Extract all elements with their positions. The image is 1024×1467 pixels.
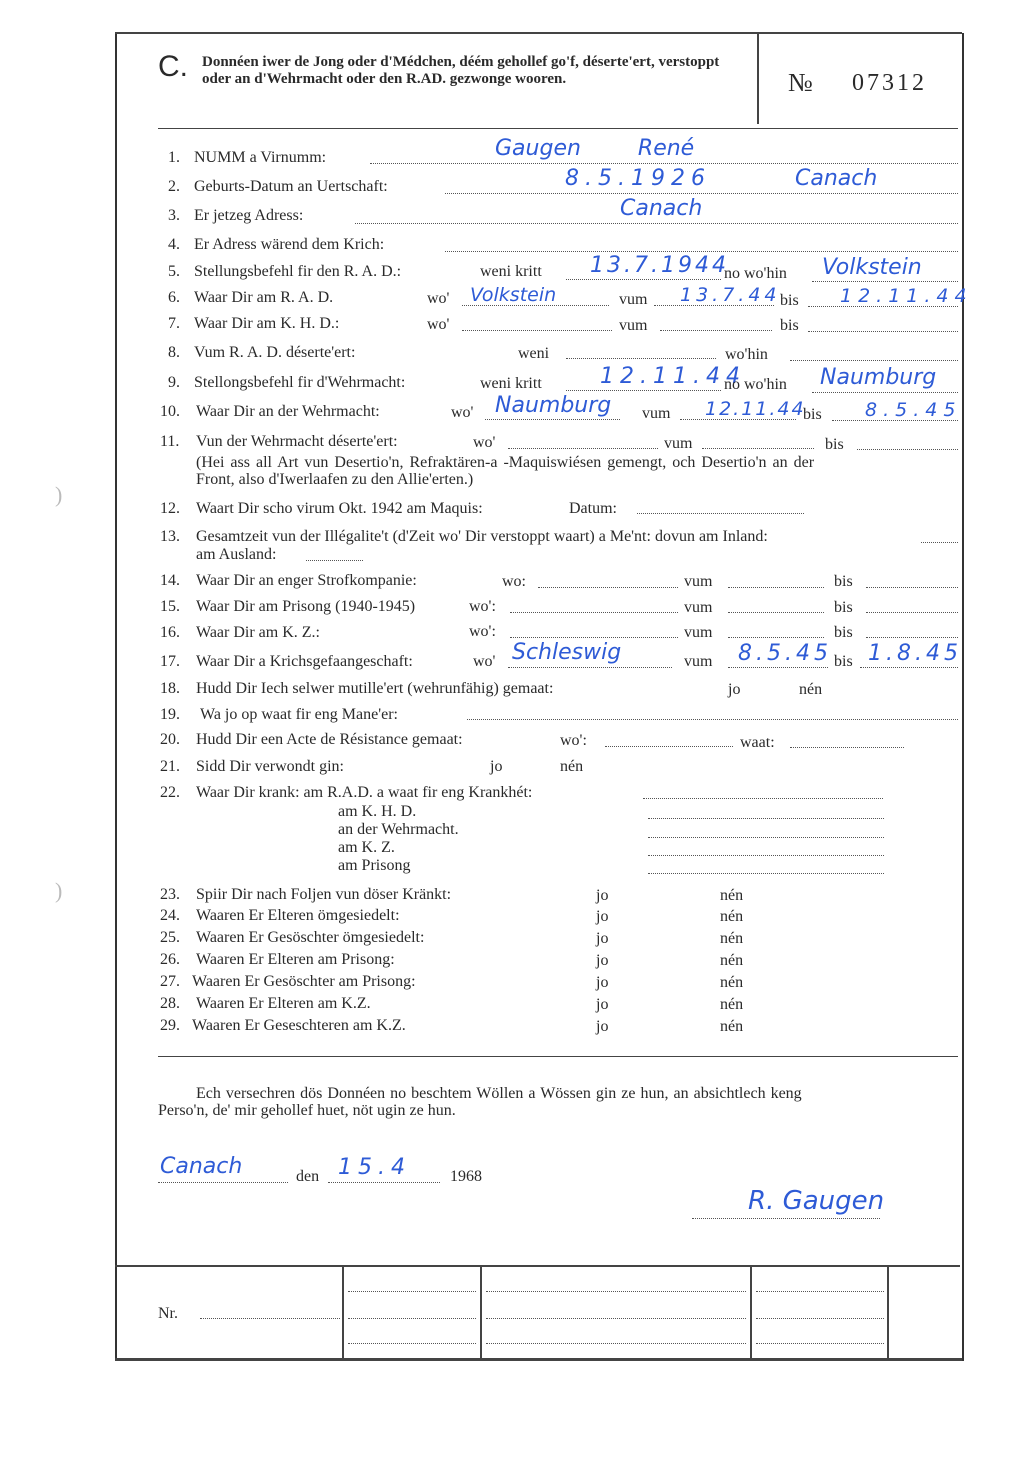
q8-label: Vum R. A. D. déserte'ert: (194, 344, 356, 361)
q24-jo[interactable]: jo (596, 908, 609, 925)
footer-col-2 (480, 1267, 482, 1359)
q14-num: 14. (160, 572, 180, 589)
q18-num: 18. (160, 680, 180, 697)
footer-cell-line[interactable] (486, 1291, 746, 1292)
q27-num: 27. (160, 973, 180, 990)
hw-pow-where: Schleswig (512, 640, 622, 665)
q8-num: 8. (168, 344, 180, 361)
q14-to-field[interactable] (866, 587, 958, 588)
q25-label: Waaren Er Gesöschter ömgesiedelt: (196, 929, 425, 946)
q15-from-field[interactable] (728, 612, 824, 613)
q5-weni: weni kritt (480, 263, 542, 280)
bottom-border (115, 1358, 962, 1361)
hw-wm-from: 12.11.44 (705, 398, 806, 420)
q16-label: Waar Dir am K. Z.: (196, 624, 320, 641)
q17-where-field[interactable] (508, 667, 672, 668)
hw-birth-date: 8.5.1926 (565, 166, 711, 191)
hw-rad-to: 12.11.44 (840, 285, 973, 307)
q16-from-field[interactable] (728, 637, 824, 638)
sign-place-field[interactable] (158, 1182, 288, 1183)
punch-mark: ) (55, 878, 63, 903)
q22-khd-field[interactable] (648, 818, 884, 819)
footer-cell-line[interactable] (756, 1291, 884, 1292)
q14-label: Waar Dir an enger Strofkompanie: (196, 572, 417, 589)
q23-jo[interactable]: jo (596, 887, 609, 904)
q16-vum: vum (684, 624, 713, 641)
hw-wm-order-date: 12.11.44 (600, 364, 746, 389)
q27-label: Waaren Er Gesöschter am Prisong: (192, 973, 416, 990)
q25-num: 25. (160, 929, 180, 946)
q4-label: Er Adress wärend dem Krich: (194, 236, 385, 253)
nr-field[interactable] (200, 1318, 340, 1319)
q9-num: 9. (168, 374, 180, 391)
q29-label: Waaren Er Geseschteren am K.Z. (192, 1017, 406, 1034)
q10-wo: wo' (451, 404, 474, 421)
hw-rad-order-date: 13.7.1944 (590, 253, 729, 278)
q13-num: 13. (160, 528, 180, 545)
hw-birth-place: Canach (795, 166, 878, 191)
footer-col-4 (887, 1267, 889, 1359)
q14-wo: wo: (502, 573, 526, 590)
den-label: den (296, 1168, 320, 1185)
q14-vum: vum (684, 573, 713, 590)
q23-label: Spiir Dir nach Foljen vun döser Kränkt: (196, 886, 452, 903)
q10-label: Waar Dir an der Wehrmacht: (196, 403, 380, 420)
q22-sub-khd: am K. H. D. (338, 803, 417, 820)
q19-field[interactable] (467, 719, 958, 720)
q12-datum: Datum: (569, 500, 617, 517)
q17-num: 17. (160, 653, 180, 670)
q19-num: 19. (160, 706, 180, 723)
q20-where-field[interactable] (605, 746, 733, 747)
q15-num: 15. (160, 598, 180, 615)
q11-vum: vum (664, 435, 693, 452)
q12-num: 12. (160, 500, 180, 517)
top-border (115, 32, 962, 34)
q15-where-field[interactable] (510, 612, 678, 613)
q9-label: Stellongsbefehl fir d'Wehrmacht: (194, 374, 406, 391)
q18-label: Hudd Dir Iech selwer mutille'ert (wehrunfähig) gemaat: (196, 680, 554, 697)
q9-weni: weni kritt (480, 375, 542, 392)
q29-num: 29. (160, 1017, 180, 1034)
header-rule (158, 128, 958, 129)
q22-sub-wehrmacht: an der Wehrmacht. (338, 821, 459, 838)
q21-jo[interactable]: jo (490, 758, 503, 775)
q16-wo: wo': (469, 623, 496, 640)
q20-wo: wo': (560, 732, 587, 749)
q20-num: 20. (160, 731, 180, 748)
hw-rad-from: 13.7.44 (680, 284, 781, 306)
q16-num: 16. (160, 624, 180, 641)
q22-sub-prisong: am Prisong (338, 857, 411, 874)
q21-label: Sidd Dir verwondt gin: (196, 758, 344, 775)
q1-num: 1. (168, 149, 180, 166)
q19-label: Wa jo op waat fir eng Mane'er: (200, 706, 398, 723)
q15-bis: bis (834, 599, 853, 616)
q28-jo[interactable]: jo (596, 996, 609, 1013)
footer-cell-line[interactable] (756, 1318, 884, 1319)
footer-rule (115, 1265, 960, 1267)
q28-num: 28. (160, 995, 180, 1012)
q23-nen[interactable]: nén (720, 887, 744, 904)
q9-date-field[interactable] (566, 390, 721, 391)
q22-field[interactable] (643, 798, 883, 799)
q13-inland-field[interactable] (921, 542, 958, 543)
q22-wehrmacht-field[interactable] (648, 837, 884, 838)
q25-nen[interactable]: nén (720, 930, 744, 947)
q18-nen[interactable]: nén (799, 681, 823, 698)
q10-where-field[interactable] (485, 419, 620, 420)
q1-field[interactable] (370, 163, 958, 164)
declaration-line2: Perso'n, de' mir gehollef huet, nöt ugin ze hun. (158, 1102, 456, 1119)
hw-wm-to: 8.5.45 (865, 399, 962, 421)
q16-where-field[interactable] (510, 637, 678, 638)
hw-pow-from: 8.5.45 (738, 641, 832, 666)
q3-label: Er jetzeg Adress: (194, 207, 304, 224)
q7-num: 7. (168, 315, 180, 332)
q6-wo: wo' (427, 290, 450, 307)
q11-num: 11. (160, 433, 180, 450)
q6-num: 6. (168, 289, 180, 306)
section-letter: C. (158, 50, 188, 83)
hw-address: Canach (620, 196, 703, 221)
nr-label: Nr. (158, 1305, 178, 1322)
q9-nowohin: no wo'hin (724, 376, 787, 393)
q15-vum: vum (684, 599, 713, 616)
q17-vum: vum (684, 653, 713, 670)
q11-from-field[interactable] (702, 448, 814, 449)
q26-nen[interactable]: nén (720, 952, 744, 969)
footer-cell-line[interactable] (486, 1318, 746, 1319)
q4-field[interactable] (445, 251, 958, 252)
q26-jo[interactable]: jo (596, 952, 609, 969)
q21-num: 21. (160, 758, 180, 775)
q1-label: NUMM a Virnumm: (194, 149, 327, 166)
q11-where-field[interactable] (508, 448, 658, 449)
q18-jo[interactable]: jo (728, 681, 741, 698)
q7-to-field[interactable] (808, 331, 958, 332)
q10-bis: bis (803, 406, 822, 423)
q11-note-line2: Front, also d'Iwerlaafen zu den Allie'erten.) (196, 471, 474, 488)
q9-place-field[interactable] (812, 392, 958, 393)
q29-nen[interactable]: nén (720, 1018, 744, 1035)
hw-signature: R. Gaugen (748, 1186, 885, 1216)
declaration-line1: Ech versechren dös Donnéen no beschtem Wöllen a Wössen gin ze hun, an absichtlech keng (196, 1085, 802, 1102)
q20-waat: waat: (740, 734, 775, 751)
footer-cell-line[interactable] (348, 1291, 476, 1292)
q24-label: Waaren Er Elteren ömgesiedelt: (196, 907, 400, 924)
q7-wo: wo' (427, 316, 450, 333)
header-divider (757, 34, 759, 124)
q24-num: 24. (160, 907, 180, 924)
q7-vum: vum (619, 317, 648, 334)
hw-wm-where: Naumburg (495, 393, 612, 418)
q8-date-field[interactable] (566, 358, 716, 359)
q21-nen[interactable]: nén (560, 758, 584, 775)
q6-label: Waar Dir am R. A. D. (194, 289, 334, 306)
punch-mark: ) (55, 482, 63, 507)
q14-bis: bis (834, 573, 853, 590)
signature-field[interactable] (692, 1218, 880, 1219)
hw-sign-date: 15.4 (338, 1155, 411, 1180)
footer-cell-line[interactable] (348, 1318, 476, 1319)
q11-bis: bis (825, 436, 844, 453)
hw-name: Gaugen René (495, 136, 695, 161)
q8-wohin: wo'hin (725, 346, 768, 363)
q2-field[interactable] (445, 193, 958, 194)
sign-date-field[interactable] (328, 1182, 440, 1183)
form-number: 07312 (852, 70, 927, 96)
q15-to-field[interactable] (866, 612, 958, 613)
q22-num: 22. (160, 784, 180, 801)
hw-rad-order-place: Volkstein (822, 255, 922, 280)
q4-num: 4. (168, 236, 180, 253)
q5-place-field[interactable] (812, 281, 958, 282)
q17-label: Waar Dir a Krichsgefaangeschaft: (196, 653, 413, 670)
number-label: № (788, 68, 814, 97)
q12-date-field[interactable] (637, 513, 804, 514)
q6-vum: vum (619, 291, 648, 308)
q11-to-field[interactable] (857, 449, 958, 450)
q12-label: Waart Dir scho virum Okt. 1942 am Maquis: (196, 500, 483, 517)
q11-note-line1: (Hei ass all Art vun Desertio'n, Refraktären-a -Maquiswiésen gemengt, och Desertio'n an der (196, 454, 815, 471)
q10-vum: vum (642, 405, 671, 422)
footer-cell-line[interactable] (756, 1343, 884, 1344)
section-rule (158, 1056, 958, 1057)
q7-from-field[interactable] (660, 330, 772, 331)
q15-wo: wo': (469, 598, 496, 615)
q8-place-field[interactable] (790, 360, 958, 361)
q20-label: Hudd Dir een Acte de Résistance gemaat: (196, 731, 463, 748)
footer-col-1 (342, 1267, 344, 1359)
q7-bis: bis (780, 317, 799, 334)
q16-to-field[interactable] (866, 637, 958, 638)
footer-cell-line[interactable] (486, 1343, 746, 1344)
hw-pow-to: 1.8.45 (868, 641, 962, 666)
q11-wo: wo' (473, 434, 496, 451)
q22-prisong-field[interactable] (648, 873, 884, 874)
q15-label: Waar Dir am Prisong (1940-1945) (196, 598, 416, 615)
q28-nen[interactable]: nén (720, 996, 744, 1013)
q7-label: Waar Dir am K. H. D.: (194, 315, 340, 332)
header-title: Donnéen iwer de Jong oder d'Médchen, déém gehollef go'f, déserte'ert, verstoppt oder an d'Wehrmacht oder den R.AD. gezwonge wooren. (202, 54, 720, 87)
q14-where-field[interactable] (538, 587, 678, 588)
q29-jo[interactable]: jo (596, 1018, 609, 1035)
footer-col-3 (750, 1267, 752, 1359)
q11-label: Vun der Wehrmacht déserte'ert: (196, 433, 398, 450)
q5-date-field[interactable] (566, 279, 721, 280)
q27-jo[interactable]: jo (596, 974, 609, 991)
q27-nen[interactable]: nén (720, 974, 744, 991)
q17-from-field[interactable] (728, 667, 828, 668)
q2-num: 2. (168, 178, 180, 195)
hw-wm-order-place: Naumburg (820, 365, 937, 390)
q24-nen[interactable]: nén (720, 908, 744, 925)
q13-label: Gesamtzeit vun der Illégalite't (d'Zeit wo' Dir verstoppt waart) a Me'nt: dovun am Inland: (196, 528, 768, 545)
q2-label: Geburts-Datum an Uertschaft: (194, 178, 388, 195)
footer-cell-line[interactable] (348, 1343, 476, 1344)
q13-ausland: am Ausland: (196, 546, 277, 563)
year-label: 1968 (450, 1168, 482, 1185)
q14-from-field[interactable] (728, 587, 824, 588)
q10-num: 10. (160, 403, 180, 420)
q8-weni: weni (518, 345, 550, 362)
q5-nowohin: no wo'hin (724, 265, 787, 282)
q26-label: Waaren Er Elteren am Prisong: (196, 951, 395, 968)
q26-num: 26. (160, 951, 180, 968)
q6-bis: bis (780, 292, 799, 309)
q16-bis: bis (834, 624, 853, 641)
q22-sub-kz: am K. Z. (338, 839, 395, 856)
q28-label: Waaren Er Elteren am K.Z. (196, 995, 371, 1012)
q5-num: 5. (168, 263, 180, 280)
q22-label: Waar Dir krank: am R.A.D. a waat fir eng Krankhét: (196, 784, 533, 801)
q7-where-field[interactable] (462, 330, 612, 331)
q17-bis: bis (834, 653, 853, 670)
q23-num: 23. (160, 886, 180, 903)
q25-jo[interactable]: jo (596, 930, 609, 947)
q3-field[interactable] (355, 223, 958, 224)
hw-sign-place: Canach (160, 1154, 243, 1179)
q5-label: Stellungsbefehl fir den R. A. D.: (194, 263, 402, 280)
q13-ausland-field[interactable] (306, 560, 363, 561)
hw-rad-where: Volkstein (470, 284, 557, 306)
q3-num: 3. (168, 207, 180, 224)
q22-kz-field[interactable] (648, 855, 884, 856)
q17-wo: wo' (473, 653, 496, 670)
q17-to-field[interactable] (860, 667, 958, 668)
q20-what-field[interactable] (790, 747, 904, 748)
